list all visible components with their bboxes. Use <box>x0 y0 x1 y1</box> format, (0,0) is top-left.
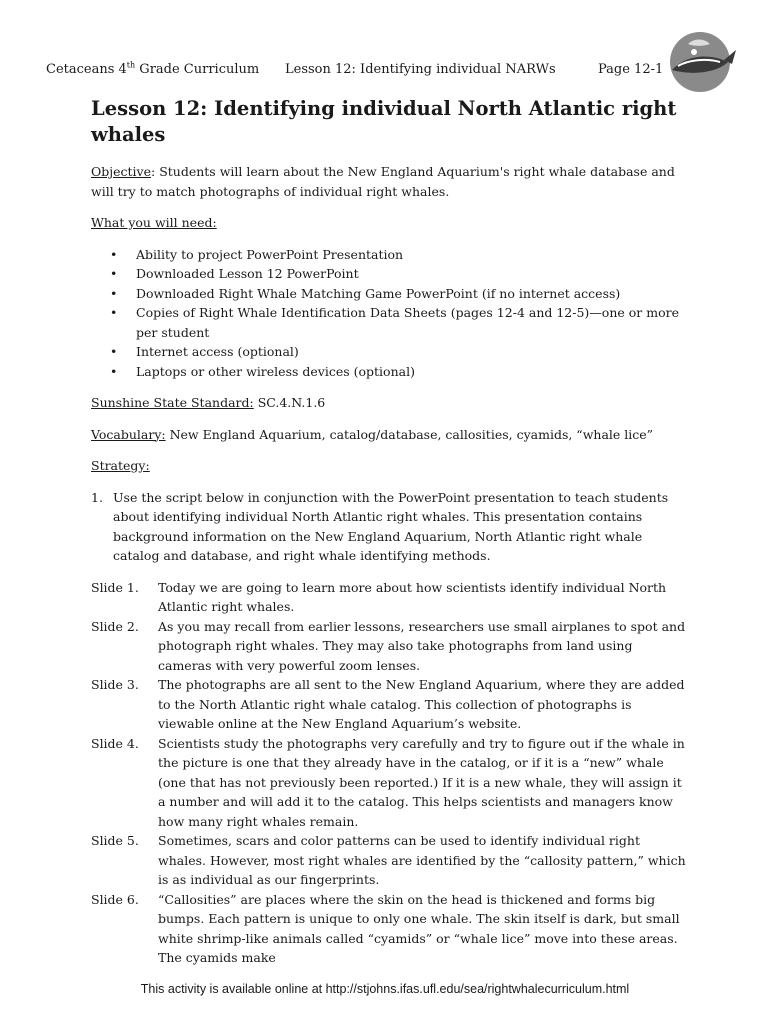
list-item: • Copies of Right Whale Identification Data Sheets (pages 12-4 and 12-5)—one or more per student <box>136 303 686 342</box>
objective-paragraph <box>91 162 686 201</box>
standard-paragraph <box>91 393 686 413</box>
page-footer: This activity is available online at http://stjohns.ifas.ufl.edu/sea/rightwhalecurriculum.html <box>140 982 630 996</box>
vocabulary-label: Vocabulary: <box>91 426 166 442</box>
slide-text: The photographs are all sent to the New England Aquarium, where they are added to the North Atlantic right whale catalog. This collection of photographs is viewable online at the New England Aquarium’s website. <box>158 677 685 731</box>
whale-logo-icon <box>658 26 740 96</box>
slide-label: Slide 6. <box>91 891 139 907</box>
slide-text: Sometimes, scars and color patterns can be used to identify individual right whales. However, most right whales are identified by the “callosity pattern,” which is as individual as our fingerprints. <box>158 833 686 887</box>
slide-script <box>91 578 686 968</box>
list-item: • Downloaded Right Whale Matching Game PowerPoint (if no internet access) <box>136 284 686 304</box>
list-item: • Internet access (optional) <box>136 342 686 362</box>
page-header <box>0 62 770 82</box>
header-page-number: Page 12-1 <box>598 62 664 77</box>
slide-row <box>91 890 686 968</box>
objective-label: Objective <box>91 164 152 179</box>
list-item: • Downloaded Lesson 12 PowerPoint <box>136 264 686 284</box>
slide-row <box>91 734 686 832</box>
slide-label: Slide 1. <box>91 579 139 595</box>
lesson-title: Lesson 12: Identifying individual North Atlantic right whales <box>91 97 677 146</box>
slide-row <box>91 617 686 676</box>
list-item: • Laptops or other wireless devices (optional) <box>136 362 686 382</box>
standard-label: Sunshine State Standard: <box>91 395 254 410</box>
lesson-content <box>91 96 686 968</box>
slide-label: Slide 2. <box>91 618 139 634</box>
slide-label: Slide 4. <box>91 735 139 751</box>
needs-list <box>91 245 686 382</box>
header-curriculum-title: Cetaceans 4th Grade Curriculum <box>46 60 260 77</box>
strategy-steps <box>91 488 686 566</box>
standard-text: SC.4.N.1.6 <box>253 395 326 410</box>
strategy-heading: Strategy: <box>91 458 150 473</box>
needs-heading: What you will need: <box>91 215 217 230</box>
slide-label: Slide 5. <box>91 833 139 848</box>
slide-row <box>91 831 686 890</box>
vocabulary-paragraph <box>91 425 686 445</box>
vocabulary-text: New England Aquarium, catalog/database, callosities, cyamids, “whale lice” <box>165 426 654 442</box>
slide-text: Today we are going to learn more about how scientists identify individual North Atlantic right whales. <box>158 579 667 614</box>
slide-text: Scientists study the photographs very carefully and try to figure out if the whale in the picture is one that they already have in the catalog, or if it is a “new” whale (one that has not previously been reported.) If it is a new whale, they will assign it a number and will add it to the catalog. This helps scientists and managers know how many right whales remain. <box>158 735 685 829</box>
header-lesson-title: Lesson 12: Identifying individual NARWs <box>285 62 556 77</box>
slide-label: Slide 3. <box>91 677 139 692</box>
objective-text: : Students will learn about the New England Aquarium's right whale database and will try to match photographs of individual right whales. <box>91 164 675 199</box>
slide-text: As you may recall from earlier lessons, researchers use small airplanes to spot and photograph right whales. They may also take photographs from land using cameras with very powerful zoom lenses. <box>158 618 686 673</box>
list-item: • Ability to project PowerPoint Presentation <box>136 245 686 265</box>
strategy-step: 1. Use the script below in conjunction with the PowerPoint presentation to teach students about identifying individual North Atlantic right whales. This presentation contains background information on the New England Aquarium, North Atlantic right whale catalog and database, and right whale identifying methods. <box>91 489 669 563</box>
slide-text: “Callosities” are places where the skin on the head is thickened and forms big bumps. Each pattern is unique to only one whale. The skin itself is dark, but small white shrimp-like animals called “cyamids” or “whale lice” move into these areas. The cyamids make <box>158 891 680 965</box>
slide-row <box>91 578 686 617</box>
slide-row <box>91 675 686 734</box>
